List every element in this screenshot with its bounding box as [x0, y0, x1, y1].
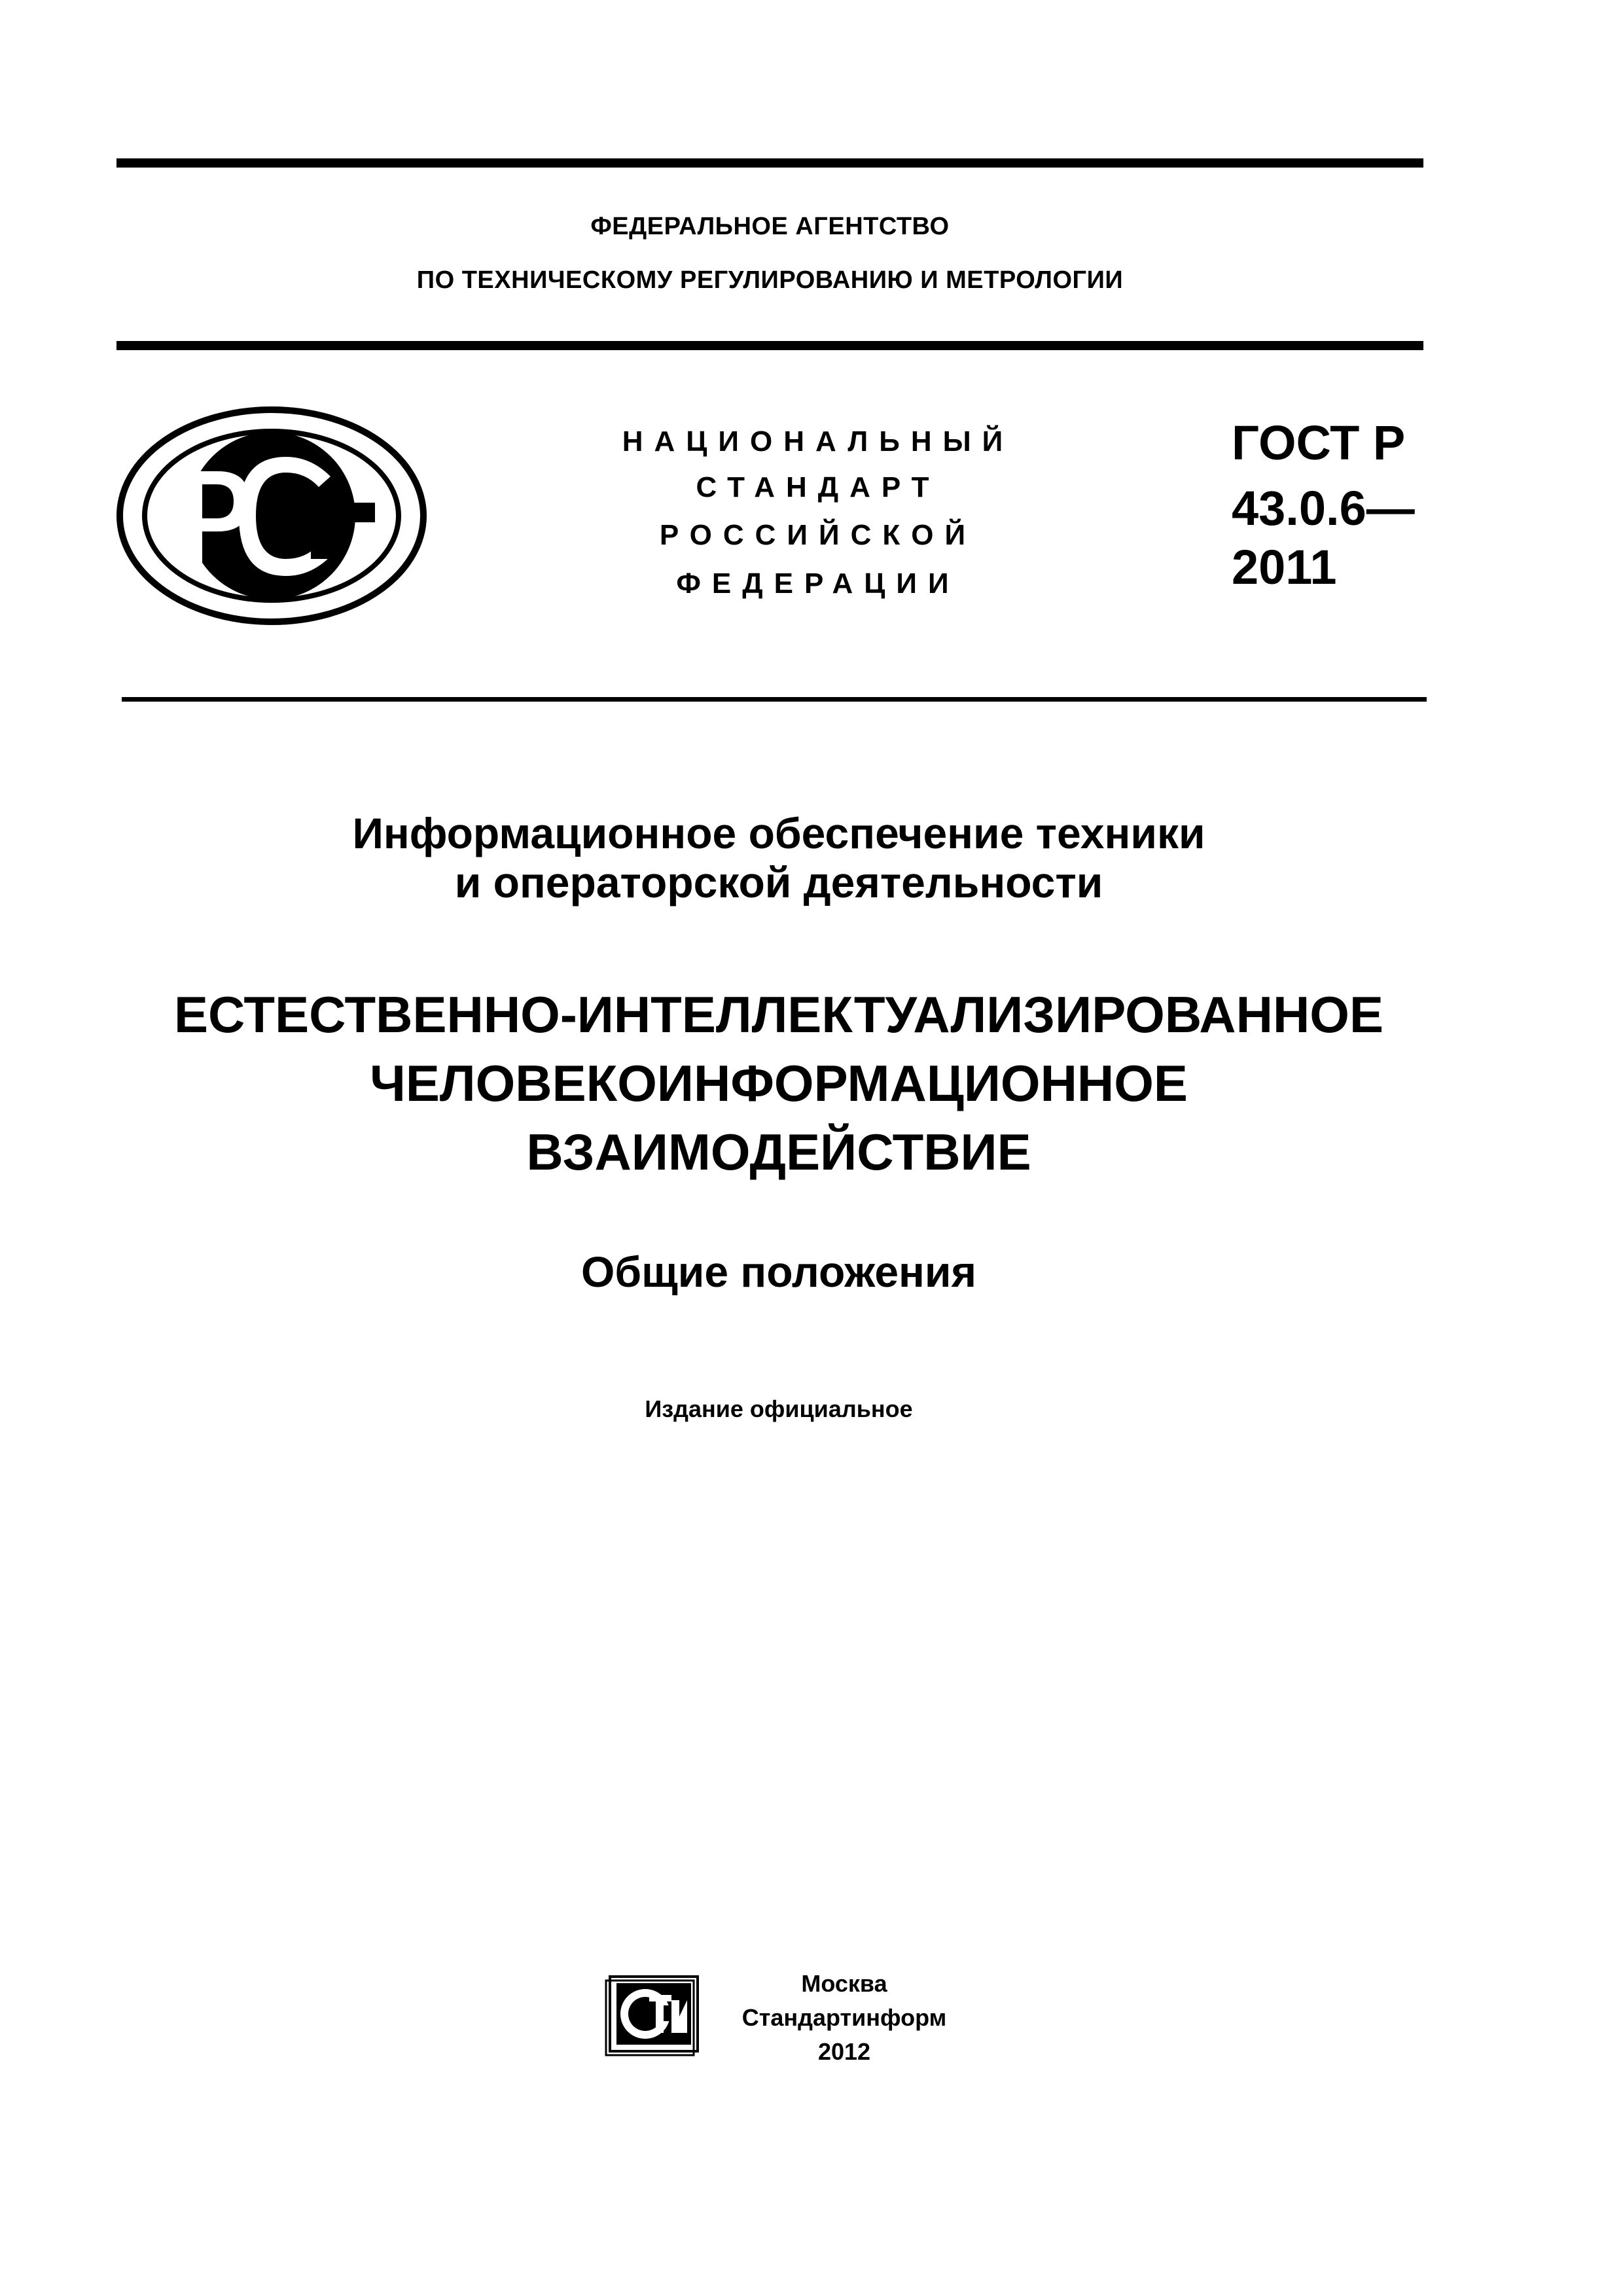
series-title-line-2: и операторской деятельности: [454, 858, 1103, 906]
publication-year: 2012: [817, 2038, 871, 2065]
standartinform-logo-icon: [603, 1971, 703, 2056]
agency-line-2: ПО ТЕХНИЧЕСКОМУ РЕГУЛИРОВАНИЮ И МЕТРОЛОГИИ: [416, 266, 1124, 294]
main-title-line-2: ЧЕЛОВЕКОИНФОРМАЦИОННОЕ: [370, 1054, 1188, 1112]
rst-logo-icon: [115, 404, 429, 627]
standard-designation-3: 2011: [1232, 540, 1337, 594]
national-line-2: СТАНДАРТ: [696, 471, 940, 503]
national-line-3: РОССИЙСКОЙ: [659, 519, 977, 551]
edition-note: Издание официальное: [645, 1395, 913, 1422]
series-title-line-1: Информационное обеспечение техники: [352, 809, 1205, 857]
top-rule: [116, 158, 1423, 168]
standard-designation-2: 43.0.6—: [1232, 481, 1415, 535]
standard-designation-1: ГОСТ Р: [1232, 416, 1406, 470]
publisher-name: Стандартинформ: [741, 2004, 947, 2031]
title-rule: [122, 697, 1427, 702]
national-line-1: НАЦИОНАЛЬНЫЙ: [622, 425, 1014, 457]
publisher-city: Москва: [801, 1970, 887, 1997]
agency-line-1: ФЕДЕРАЛЬНОЕ АГЕНТСТВО: [590, 213, 950, 240]
national-line-4: ФЕДЕРАЦИИ: [676, 567, 960, 600]
main-title-line-1: ЕСТЕСТВЕННО-ИНТЕЛЛЕКТУАЛИЗИРОВАННОЕ: [174, 986, 1383, 1043]
header-rule: [116, 341, 1423, 350]
subtitle: Общие положения: [580, 1247, 977, 1296]
main-title-line-3: ВЗАИМОДЕЙСТВИЕ: [526, 1123, 1031, 1181]
